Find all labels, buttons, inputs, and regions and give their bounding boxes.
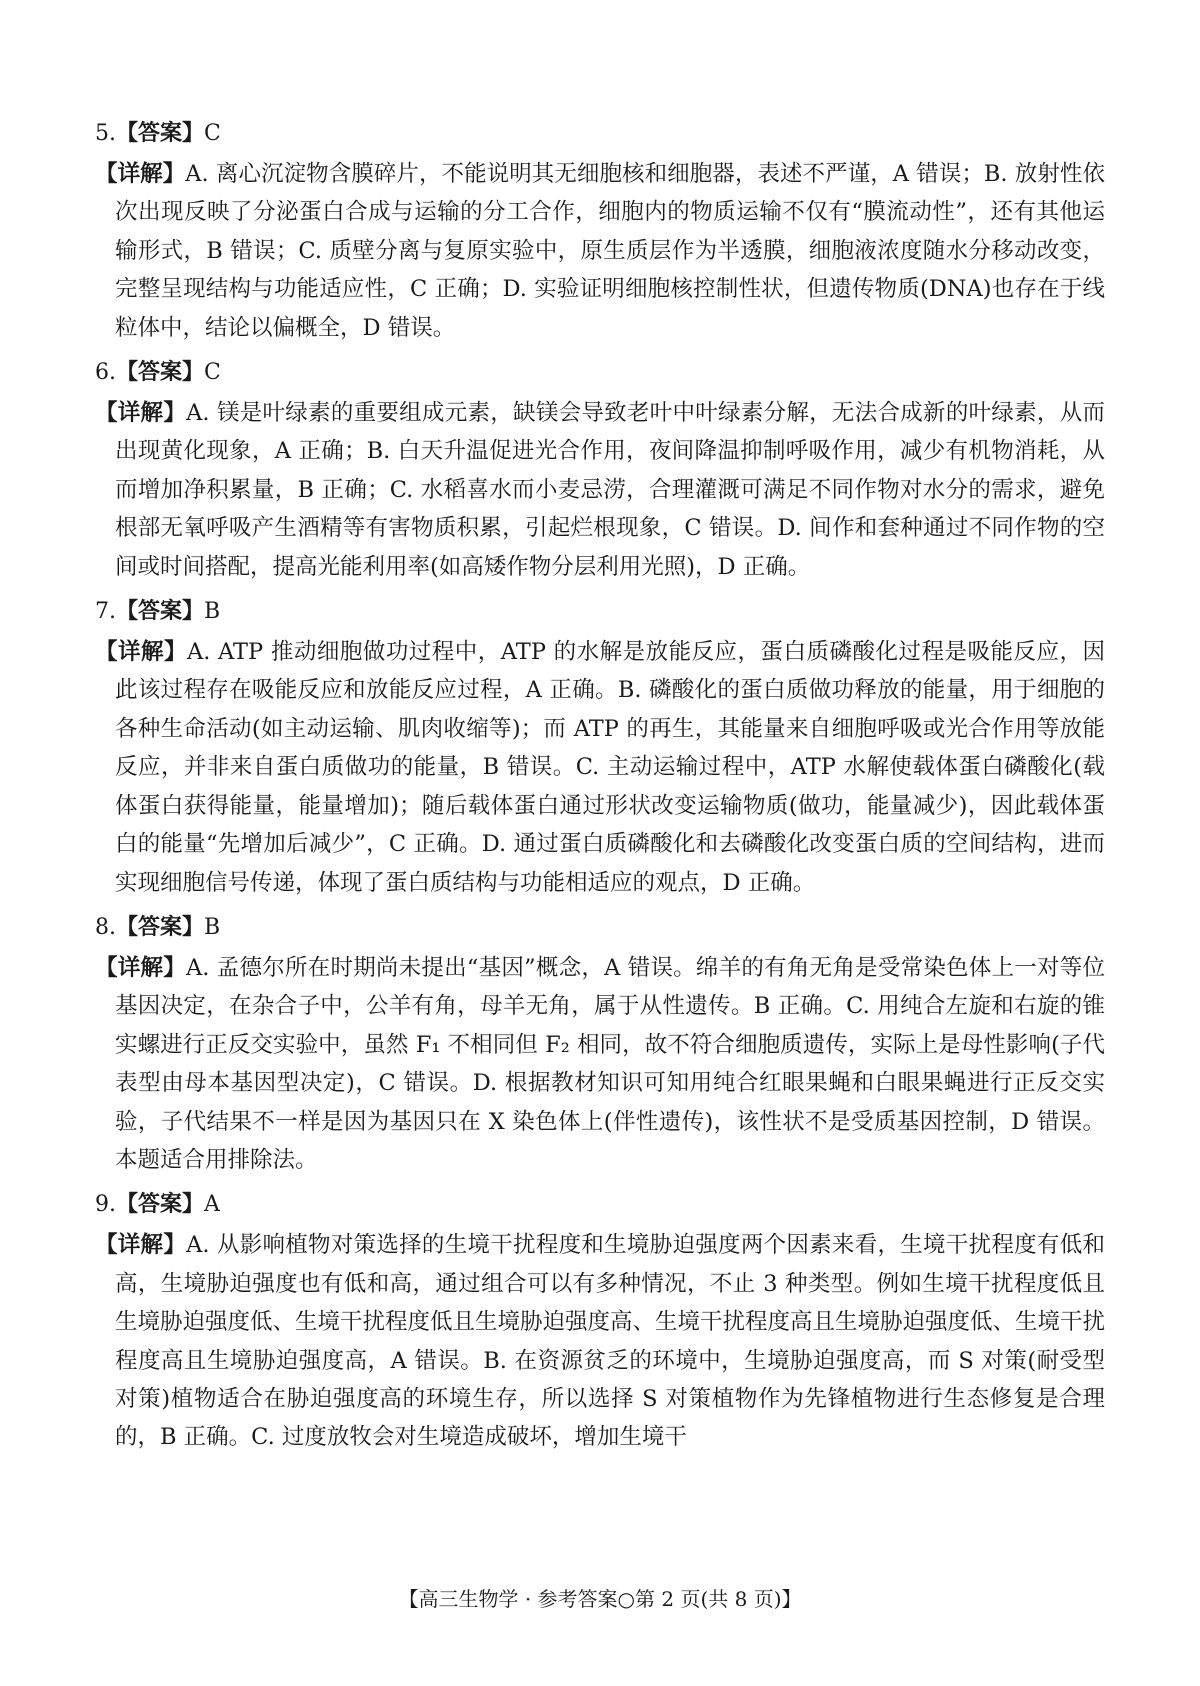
question-block-5: [95, 118, 1105, 347]
detail-tag: 【详解】: [95, 161, 186, 187]
answer-value: C: [204, 360, 221, 386]
answer-value: C: [204, 121, 221, 146]
answer-tag: 【答案】: [116, 1191, 205, 1218]
answer-tag: 【答案】: [116, 120, 205, 146]
detail-text: A. 孟德尔所在时期尚未提出“基因”概念，A 错误。绵羊的有角无角是受常染色体上一对等位基因决定，在杂合子中，公羊有角，母羊无角，属于从性遗传。B 正确。C. 用纯合左旋和右旋的锥实螺进行正反交实验中，虽然 F₁ 不相同但 F₂ 相同，故不符合细胞质遗传，实际上是母性影响(子代表型由母本基因型决定)，C 错误。D. 根据教材知识可知用纯合红眼果蝇和白眼果蝇进行正反交实验，子代结果不一样是因为基因只在 X 染色体上(伴性遗传)，该性状不是受质基因控制，D 错误。本题适合用排除法。: [115, 954, 1105, 1173]
detail-tag: 【详解】: [95, 639, 187, 666]
detail-text: A. 从影响植物对策选择的生境干扰程度和生境胁迫强度两个因素来看，生境干扰程度有低和高，生境胁迫强度也有低和高，通过组合可以有多种情况，不止 3 种类型。例如生境干扰程度低且生境胁迫强度低、生境干扰程度低且生境胁迫强度高、生境干扰程度高且生境胁迫强度低、生境干扰程度高且生境胁迫强度高，A 错误。B. 在资源贫乏的环境中，生境胁迫强度高，而 S 对策(耐受型对策)植物适合在胁迫强度高的环境生存，所以选择 S 对策植物作为先锋植物进行生态修复是合理的，B 正确。C. 过度放牧会对生境造成破坏，增加生境干: [115, 1232, 1106, 1451]
answer-value: A: [204, 1192, 220, 1218]
answer-tag: 【答案】: [116, 359, 205, 386]
question-number: 6.: [95, 360, 116, 386]
answer-tag: 【答案】: [116, 598, 205, 625]
answer-line: [95, 1189, 1105, 1220]
question-number: 9.: [95, 1192, 116, 1218]
question-block-9: [95, 1189, 1105, 1456]
detail-paragraph: [95, 949, 1105, 1179]
answer-line: [95, 118, 1105, 149]
detail-tag: 【详解】: [95, 954, 186, 981]
detail-paragraph: [95, 633, 1105, 902]
answer-line: [95, 357, 1105, 388]
page-footer: 【高三生物学 · 参考答案○第 2 页(共 8 页)】: [398, 1587, 802, 1611]
question-block-8: [95, 912, 1105, 1179]
detail-paragraph: [95, 1226, 1105, 1456]
detail-tag: 【详解】: [95, 1232, 187, 1259]
answer-value: B: [204, 599, 221, 625]
detail-text: A. ATP 推动细胞做功过程中，ATP 的水解是放能反应，蛋白质磷酸化过程是吸能反应，因此该过程存在吸能反应和放能反应过程，A 正确。B. 磷酸化的蛋白质做功释放的能量，用于细胞的各种生命活动(如主动运输、肌肉收缩等)；而 ATP 的再生，其能量来自细胞呼吸或光合作用等放能反应，并非来自蛋白质做功的能量，B 错误。C. 主动运输过程中，ATP 水解使载体蛋白磷酸化(载体蛋白获得能量，能量增加)；随后载体蛋白通过形状改变运输物质(做功，能量减少)，因此载体蛋白的能量“先增加后减少”，C 正确。D. 通过蛋白质磷酸化和去磷酸化改变蛋白质的空间结构，进而实现细胞信号传递，体现了蛋白质结构与功能相适应的观点，D 正确。: [115, 639, 1105, 896]
detail-paragraph: [95, 155, 1105, 347]
question-number: 5.: [95, 121, 116, 146]
answer-tag: 【答案】: [116, 913, 205, 940]
answer-list: [95, 118, 1105, 1467]
answer-line: [95, 596, 1105, 627]
question-block-7: [95, 596, 1105, 902]
detail-text: A. 镁是叶绿素的重要组成元素，缺镁会导致老叶中叶绿素分解，无法合成新的叶绿素，从而出现黄化现象，A 正确；B. 白天升温促进光合作用，夜间降温抑制呼吸作用，减少有机物消耗，从而增加净积累量，B 正确；C. 水稻喜水而小麦忌涝，合理灌溉可满足不同作物对水分的需求，避免根部无氧呼吸产生酒精等有害物质积累，引起烂根现象，C 错误。D. 间作和套种通过不同作物的空间或时间搭配，提高光能利用率(如高矮作物分层利用光照)，D 正确。: [115, 400, 1105, 580]
question-number: 7.: [95, 599, 116, 625]
question-block-6: [95, 357, 1105, 586]
question-number: 8.: [95, 914, 116, 940]
detail-text: A. 离心沉淀物含膜碎片，不能说明其无细胞核和细胞器，表述不严谨，A 错误；B. 放射性依次出现反映了分泌蛋白合成与运输的分工合作，细胞内的物质运输不仅有“膜流动性”，还有其他运输形式，B 错误；C. 质壁分离与复原实验中，原生质层作为半透膜，细胞液浓度随水分移动改变，完整呈现结构与功能适应性，C 正确；D. 实验证明细胞核控制性状，但遗传物质(DNA)也存在于线粒体中，结论以偏概全，D 错误。: [115, 161, 1105, 341]
detail-paragraph: [95, 394, 1105, 586]
answer-value: B: [204, 914, 221, 940]
answer-line: [95, 912, 1105, 943]
detail-tag: 【详解】: [95, 400, 187, 427]
